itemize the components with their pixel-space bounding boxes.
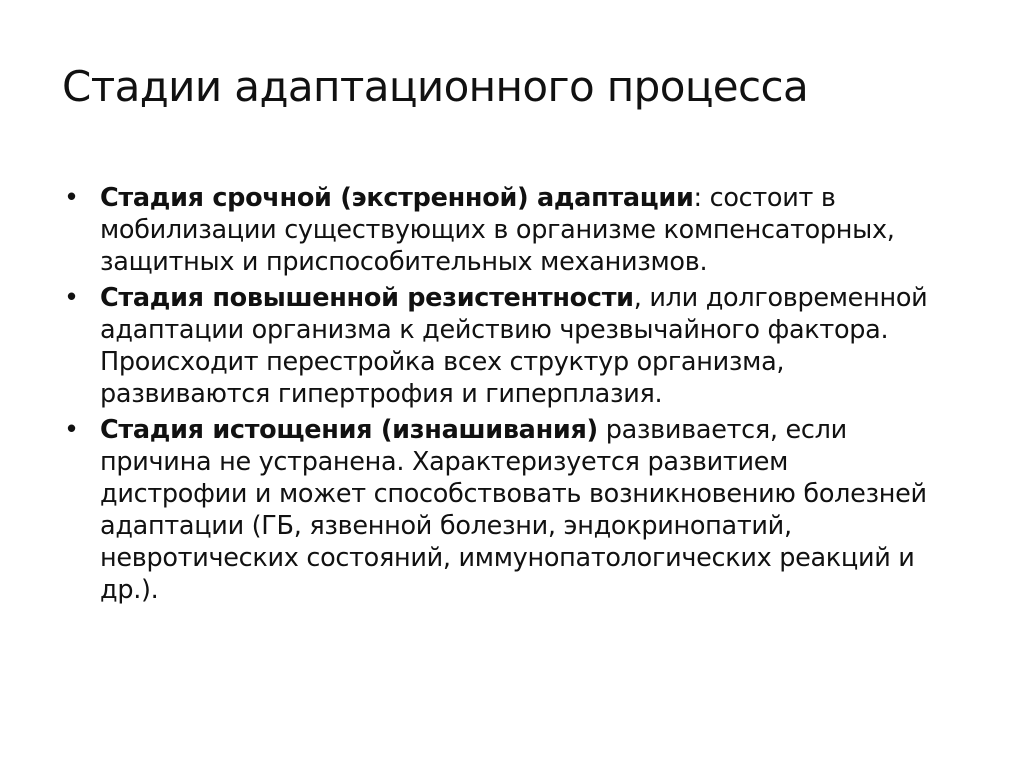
slide-title: Стадии адаптационного процесса xyxy=(62,62,809,111)
bullet-description: , или долговременной адаптации организма к действию чрезвычайного фактора. Происходит перестройка всех структур организма, развиваются гипертрофия и гиперплазия. xyxy=(100,283,928,409)
bullet-dot-icon: • xyxy=(64,283,79,313)
bullet-dot-icon: • xyxy=(64,183,79,213)
bullet-description: : состоит в мобилизации существующих в организме компенсаторных, защитных и приспособительных механизмов. xyxy=(100,183,895,277)
bullet-item-exhaustion xyxy=(62,414,932,606)
bullet-description: развивается, если причина не устранена. Характеризуется развитием дистрофии и может способствовать возникновению болезней адаптации (ГБ, язвенной болезни, эндокринопатий, невротических состояний, иммунопатологических реакций и др.). xyxy=(100,415,927,605)
bullet-item-increased-resistance xyxy=(62,282,932,410)
bullet-item-urgent-adaptation xyxy=(62,182,932,278)
bullet-term: Стадия срочной (экстренной) адаптации xyxy=(100,183,694,213)
bullet-term: Стадия истощения (изнашивания) xyxy=(100,415,598,445)
bullet-term: Стадия повышенной резистентности xyxy=(100,283,634,313)
bullet-dot-icon: • xyxy=(64,415,79,445)
bullet-list xyxy=(62,182,932,610)
